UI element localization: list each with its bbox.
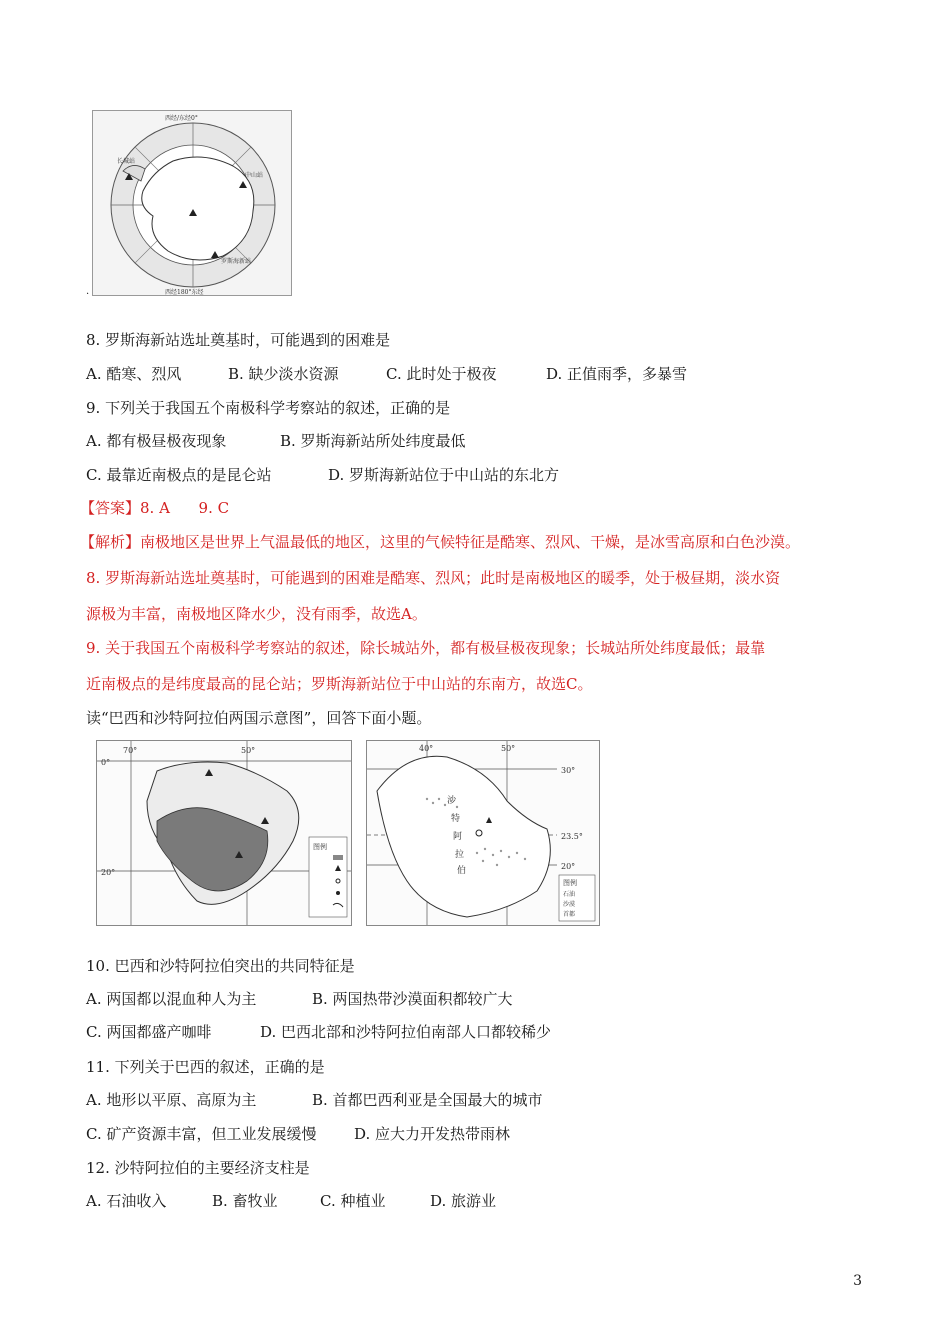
saudi-char-4: 拉 bbox=[455, 850, 465, 860]
saudi-char-1: 沙 bbox=[447, 796, 457, 806]
q12-option-b[interactable]: B. 畜牧业 bbox=[212, 1192, 278, 1210]
question-8-options bbox=[86, 364, 687, 384]
q8-option-b[interactable]: B. 缺少淡水资源 bbox=[228, 365, 339, 383]
question-11-options-row2 bbox=[86, 1124, 510, 1144]
antarctica-label-bottom: 西经180°东经 bbox=[165, 289, 204, 295]
station-label-changcheng: 长城站 bbox=[117, 158, 136, 165]
question-12-text: 12. 沙特阿拉伯的主要经济支柱是 bbox=[86, 1159, 310, 1177]
saudi-map-drawing bbox=[367, 741, 599, 925]
question-10-options-row1 bbox=[86, 989, 513, 1009]
antarctica-map bbox=[92, 110, 292, 296]
saudi-legend-oil: 石油 bbox=[563, 891, 576, 898]
q12-option-c[interactable]: C. 种植业 bbox=[320, 1192, 386, 1210]
q8-option-c[interactable]: C. 此时处于极夜 bbox=[386, 365, 497, 383]
saudi-legend-capital: 首都 bbox=[563, 911, 576, 918]
brazil-map-drawing bbox=[97, 741, 351, 925]
saudi-lat-20: 20° bbox=[561, 862, 576, 871]
q12-option-d[interactable]: D. 旅游业 bbox=[430, 1192, 497, 1210]
antarctica-map-drawing bbox=[93, 111, 291, 295]
q11-option-c[interactable]: C. 矿产资源丰富，但工业发展缓慢 bbox=[86, 1125, 317, 1143]
map-questions-intro: 读“巴西和沙特阿拉伯两国示意图”，回答下面小题。 bbox=[86, 709, 432, 727]
saudi-lon-40: 40° bbox=[419, 744, 434, 753]
q9-option-b[interactable]: B. 罗斯海新站所处纬度最低 bbox=[280, 432, 466, 450]
q10-option-a[interactable]: A. 两国都以混血种人为主 bbox=[86, 990, 257, 1008]
question-11-text: 11. 下列关于巴西的叙述，正确的是 bbox=[86, 1058, 325, 1076]
answer-line bbox=[80, 498, 229, 518]
q12-option-a[interactable]: A. 石油收入 bbox=[86, 1192, 167, 1210]
question-8-text: 8. 罗斯海新站选址奠基时，可能遇到的困难是 bbox=[86, 331, 391, 349]
brazil-lon-50: 50° bbox=[241, 746, 256, 755]
q11-option-d[interactable]: D. 应大力开发热带雨林 bbox=[354, 1125, 511, 1143]
paragraph-mark: . bbox=[86, 286, 90, 297]
analysis-label: 【解析】 bbox=[80, 533, 141, 551]
q11-option-b[interactable]: B. 首都巴西利亚是全国最大的城市 bbox=[312, 1091, 543, 1109]
saudi-legend-desert: 沙漠 bbox=[563, 901, 576, 908]
q9-option-c[interactable]: C. 最靠近南极点的是昆仑站 bbox=[86, 466, 272, 484]
saudi-char-5: 伯 bbox=[457, 866, 467, 876]
analysis-9-line1: 9. 关于我国五个南极科学考察站的叙述，除长城站外，都有极昼极夜现象；长城站所处纬度最低；最靠 bbox=[86, 639, 766, 657]
brazil-lon-70: 70° bbox=[123, 746, 138, 755]
station-label-rosssea: 罗斯海新站 bbox=[221, 258, 252, 265]
saudi-char-2: 特 bbox=[451, 814, 461, 824]
analysis-8-line1: 8. 罗斯海新站选址奠基时，可能遇到的困难是酷寒、烈风；此时是南极地区的暖季，处于极昼期，淡水资 bbox=[86, 569, 781, 587]
question-10-options-row2 bbox=[86, 1022, 551, 1042]
answer-text: 8. A 9. C bbox=[140, 499, 230, 517]
brazil-lat-0: 0° bbox=[101, 758, 111, 767]
saudi-legend-title: 图例 bbox=[563, 879, 577, 887]
answer-label: 【答案】 bbox=[80, 499, 141, 517]
saudi-char-3: 阿 bbox=[453, 832, 463, 842]
brazil-lat-20: 20° bbox=[101, 868, 116, 877]
question-10-text: 10. 巴西和沙特阿拉伯突出的共同特征是 bbox=[86, 957, 355, 975]
antarctica-label-top: 西经/东经0° bbox=[165, 115, 198, 122]
analysis-intro: 南极地区是世界上气温最低的地区，这里的气候特征是酷寒、烈风、干燥，是冰雪高原和白色沙漠。 bbox=[140, 533, 801, 551]
page-number: 3 bbox=[853, 1273, 862, 1289]
q10-option-b[interactable]: B. 两国热带沙漠面积都较广大 bbox=[312, 990, 513, 1008]
brazil-map bbox=[96, 740, 352, 926]
saudi-map bbox=[366, 740, 600, 926]
analysis-8-line2: 源极为丰富，南极地区降水少，没有雨季，故选A。 bbox=[86, 605, 427, 623]
q10-option-c[interactable]: C. 两国都盛产咖啡 bbox=[86, 1023, 212, 1041]
question-11-options-row1 bbox=[86, 1090, 543, 1110]
q8-option-a[interactable]: A. 酷寒、烈风 bbox=[86, 365, 182, 383]
analysis-9-line2: 近南极点的是纬度最高的昆仑站；罗斯海新站位于中山站的东南方，故选C。 bbox=[86, 675, 593, 693]
question-12-options bbox=[86, 1191, 496, 1211]
q9-option-d[interactable]: D. 罗斯海新站位于中山站的东北方 bbox=[328, 466, 560, 484]
question-9-text: 9. 下列关于我国五个南极科学考察站的叙述，正确的是 bbox=[86, 399, 451, 417]
question-9-options-row2 bbox=[86, 465, 559, 485]
q10-option-d[interactable]: D. 巴西北部和沙特阿拉伯南部人口都较稀少 bbox=[260, 1023, 552, 1041]
saudi-lon-50: 50° bbox=[501, 744, 516, 753]
station-label-zhongshan: 中山站 bbox=[245, 172, 264, 179]
question-9-options-row1 bbox=[86, 431, 466, 451]
q8-option-d[interactable]: D. 正值雨季，多暴雪 bbox=[546, 365, 688, 383]
analysis-intro-line bbox=[80, 532, 800, 552]
q11-option-a[interactable]: A. 地形以平原、高原为主 bbox=[86, 1091, 257, 1109]
brazil-legend-title: 图例 bbox=[313, 843, 327, 851]
saudi-lat-23-5: 23.5° bbox=[561, 832, 583, 841]
saudi-lat-30: 30° bbox=[561, 766, 576, 775]
q9-option-a[interactable]: A. 都有极昼极夜现象 bbox=[86, 432, 227, 450]
